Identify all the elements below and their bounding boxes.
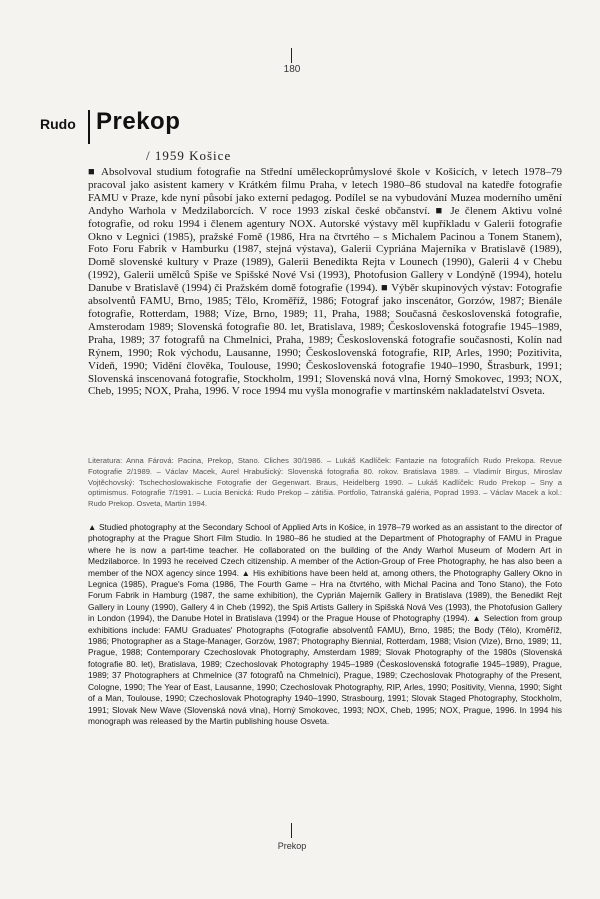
literature-references: Literatura: Anna Fárová: Pacina, Prekop, Stano. Cliches 30/1986. – Lukáš Kadlíček: Fantazie na fotografiích Rudo Prekopa. Revue Fotografie 2/1989. – Václav Macek, Aurel Hrabušický: Slovenská fotografia 80. rokov. Bratislava 1989. – Vladimír Birgus, Miroslav Vojtěchovský: Tschechoslowakische Fotografie der Gegenwart. Braus, Heidelberg 1990. – Lukáš Kadlíček: Rudo Prekop – Sny a optimismus. Fotografie 7/1991. – Lucia Benická: Rudo Prekop – zátišia. Portfolio, Tatranská galéria, Poprad 1993. – Václav Macek a kol.: Rudo Prekop. Osveta, Martin 1994. xyxy=(88,456,562,509)
artist-last-name: Prekop xyxy=(96,108,181,135)
biography-english: ▲ Studied photography at the Secondary School of Applied Arts in Košice, in 1978–79 worked as an assistant to the director of photography at the Prague Short Film Studio. In 1980–86 he studied at the Department of Photography of FAMU in Prague where he is now a part-time teacher. He collaborated on the building of the Andy Warhol Museum of Modern Art in Medzilaborce. In 1993 he received Czech citizenship. A member of the Action-Group of Free Photography, he has also been a member of the NOX agency since 1994. ▲ His exhibitions have been held at, among others, the Photography Gallery Okno in Legnica (1985), Prague's Foma (1986, The Fourth Game – Hra na čtvrtého, with Michal Pacina and Tono Stano), the Foto Forum Fabrik in Hamburg (1987, the same exhibition), the Cyprián Majerník Gallery in Bratislava (1989), the Benedikt Rejt Gallery in Louny (1990), Gallery 4 in Cheb (1992), the Spiš Artists Gallery in Spišská Nová Ves (1993), the Photofusion Gallery in London (1994), the Danube Hotel in Bratislava (1994) or the Prague House of Photography (1994). ▲ Selection from group exhibitions include: FAMU Graduates' Photographs (Fotografie absolventů FAMU), Brno, 1985; the Body (Tělo), Kroměříž, 1986; Photographer as a Stage-Manager, Gorzów, 1987; Photography Biennial, Rotterdam, 1988; Vision (Vize), Brno, 1989; 11, Prague, 1988; Contemporary Czechoslovak Photography, Amsterdam 1989; Slovak Photography of the 1980s (Slovenská fotografie 80. let), Bratislava, 1989; Czechoslovak Photography 1945–1989 (Československá fotografie 1945–1989), Prague, 1989; 37 Photographers at Chmelnice (37 fotografů na Chmelnici), Prague, 1989; Czechoslovak Photography of the Present, Cologne, 1990; The Year of East, Lausanne, 1990; Czechoslovak Photography, RIP, Arles, 1990; Positivity, Vienna, 1990; Sight of a Man, Toulouse, 1990; Czechoslovak Photography 1940–1990, Strasbourg, 1991; Slovak Staged Photography, Stockholm, 1991; Slovak New Wave (Slovenská nová vlna), Horný Smokovec, 1993; NOX, Cheb, 1995; NOX, Prague, 1996. In 1994 his monograph was released by the Martin publishing house Osveta. xyxy=(88,522,562,726)
biography-czech: ■ Absolvoval studium fotografie na Střední uměleckoprůmyslové škole v Košicích, v letech 1978–79 pracoval jako asistent kamery v Krátkém filmu Praha, v letech 1980–86 studoval na katedře fotografie FAMU v Praze, kde nyní působí jako externí pedagog. Podílel se na vybudování Muzea moderního umění Andyho Warhola v Medzilaborcích. V roce 1993 získal české občanství. ■ Je členem Aktivu volné fotografie, od roku 1994 i členem agentury NOX. Autorské výstavy měl kupříkladu v Galerii fotografie Okno v Legnici (1985), pražské Fomě (1986, Hra na čtvrtého – s Michalem Pacinou a Tonem Stanem), Foto Foru Fabrik v Hamburku (1987, stejná výstava), Galerii Cypriána Majerníka v Bratislavě (1989), Domě slovenské kultury v Praze (1989), Galerii Benedikta Rejta v Lounech (1990), Galerii 4 v Chebu (1992), Galerii umělců Spiše ve Spišské Nové Vsi (1993), Photofusion Gallery v Londýně (1994), hotelu Danube v Bratislavě (1994) či Pražském domě fotografie (1994). ■ Výběr skupinových výstav: Fotografie absolventů FAMU, Brno, 1985; Tělo, Kroměříž, 1986; Fotograf jako inscenátor, Gorzów, 1987; Bienále fotografie, Rotterdam, 1988; Víze, Brno, 1989; 11, Praha, 1988; Současná československá fotografie, Amsterodam 1989; Slovenská fotografie 80. let, Bratislava, 1989; Československá fotografie 1945–1989, Praha, 1989; 37 fotografů na Chmelnici, Praha, 1989; Československá fotografie současnosti, Kolín nad Rýnem, 1990; Rok východu, Lausanne, 1990; Československá fotografie, RIP, Arles, 1990; Pozitivita, Vídeň, 1990; Vidění člověka, Toulouse, 1990; Československá fotografie 1940–1990, Štrasburk, 1991; Slovenská inscenovaná fotografie, Stockholm, 1991; Slovenská nová vlna, Horný Smokovec, 1993; NOX, Cheb, 1995; NOX, Praha, 1996. V roce 1994 mu vyšla monografie v martinském nakladatelství Osveta. xyxy=(88,166,562,398)
page-number: 180 xyxy=(283,64,301,75)
bottom-rule xyxy=(291,823,292,838)
top-rule xyxy=(291,48,292,63)
footer-running-name: Prekop xyxy=(277,841,307,851)
heading-divider xyxy=(88,110,90,144)
birth-line: / 1959 Košice xyxy=(146,148,232,163)
artist-first-name: Rudo xyxy=(40,116,76,132)
